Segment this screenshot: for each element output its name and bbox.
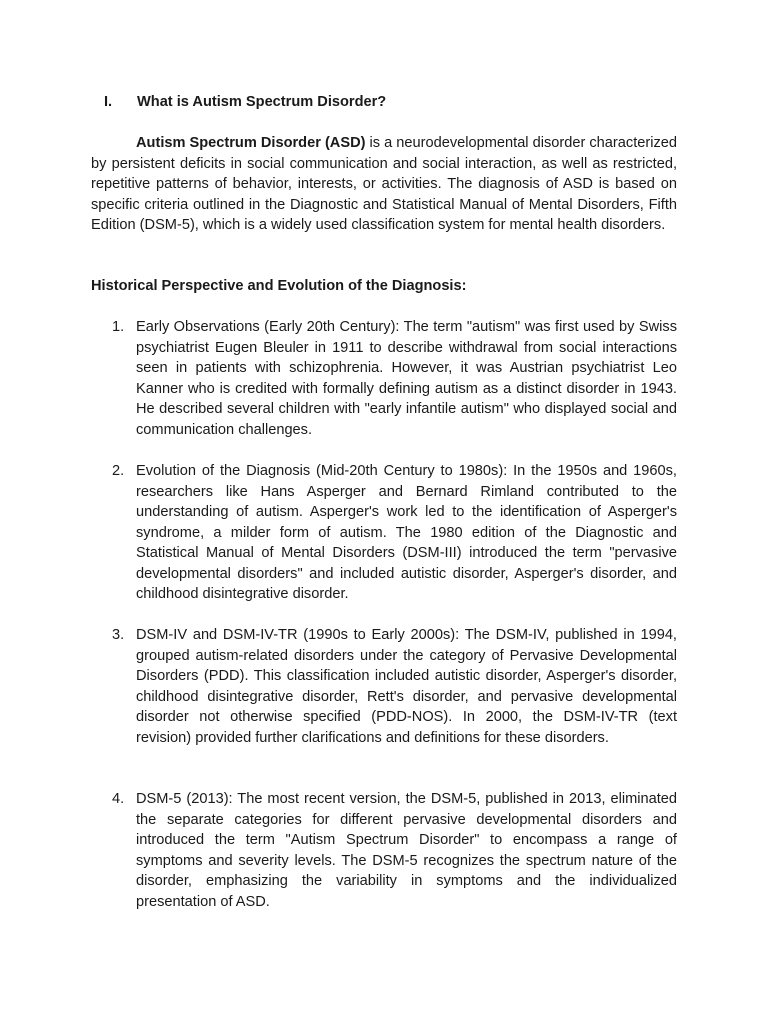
list-item-text: Early Observations (Early 20th Century): The term "autism" was first used by Swiss psychiatrist Eugen Bleuler in 1911 to describe withdrawal from social interactions seen in patients with schizophrenia. However, it was Austrian psychiatrist Leo Kanner who is credited with formally defining autism as a distinct disorder in 1943. He described several children with "early infantile autism" who displayed social and communication challenges.	[136, 319, 677, 438]
list-item-text: Evolution of the Diagnosis (Mid-20th Century to 1980s): In the 1950s and 1960s, researchers like Hans Asperger and Bernard Rimland contributed to the understanding of autism. Asperger's work led to the identification of Asperger's syndrome, a milder form of autism. The 1980 edition of the Diagnostic and Statistical Manual of Mental Disorders (DSM-III) introduced the term "pervasive developmental disorders" and included autistic disorder, Asperger's disorder, and childhood disintegrative disorder.	[136, 463, 677, 602]
intro-paragraph	[91, 133, 677, 236]
list-item-number: 2.	[112, 463, 125, 479]
list-item	[112, 317, 677, 440]
list-item	[112, 789, 677, 912]
list-item	[112, 625, 677, 748]
list-item-number: 1.	[112, 319, 125, 335]
list-item	[112, 461, 677, 605]
list-item-text: DSM-5 (2013): The most recent version, the DSM-5, published in 2013, eliminated the separate categories for different pervasive developmental disorders and introduced the term "Autism Spectrum Disorder" to encompass a range of symptoms and severity levels. The DSM-5 recognizes the spectrum nature of the disorder, emphasizing the variability in symptoms and the individualized presentation of ASD.	[136, 791, 677, 910]
section-title: What is Autism Spectrum Disorder?	[137, 94, 387, 110]
history-heading: Historical Perspective and Evolution of the Diagnosis:	[91, 278, 467, 294]
list-item-number: 3.	[112, 627, 125, 643]
section-heading	[104, 92, 386, 113]
intro-text: is a neurodevelopmental disorder characterized by persistent deficits in social communication and social interaction, as well as restricted, repetitive patterns of behavior, interests, or activities. The diagnosis of ASD is based on specific criteria outlined in the Diagnostic and Statistical Manual of Mental Disorders, Fifth Edition (DSM-5), which is a widely used classification system for mental health disorders.	[91, 135, 677, 233]
intro-term: Autism Spectrum Disorder (ASD)	[136, 135, 366, 151]
list-item-number: 4.	[112, 791, 125, 807]
list-item-text: DSM-IV and DSM-IV-TR (1990s to Early 2000s): The DSM-IV, published in 1994, grouped autism-related disorders under the category of Pervasive Developmental Disorders (PDD). This classification included autistic disorder, Asperger's disorder, childhood disintegrative disorder, Rett's disorder, and pervasive developmental disorder not otherwise specified (PDD-NOS). In 2000, the DSM-IV-TR (text revision) provided further clarifications and definitions for these disorders.	[136, 627, 677, 746]
section-numeral: I.	[104, 94, 113, 110]
